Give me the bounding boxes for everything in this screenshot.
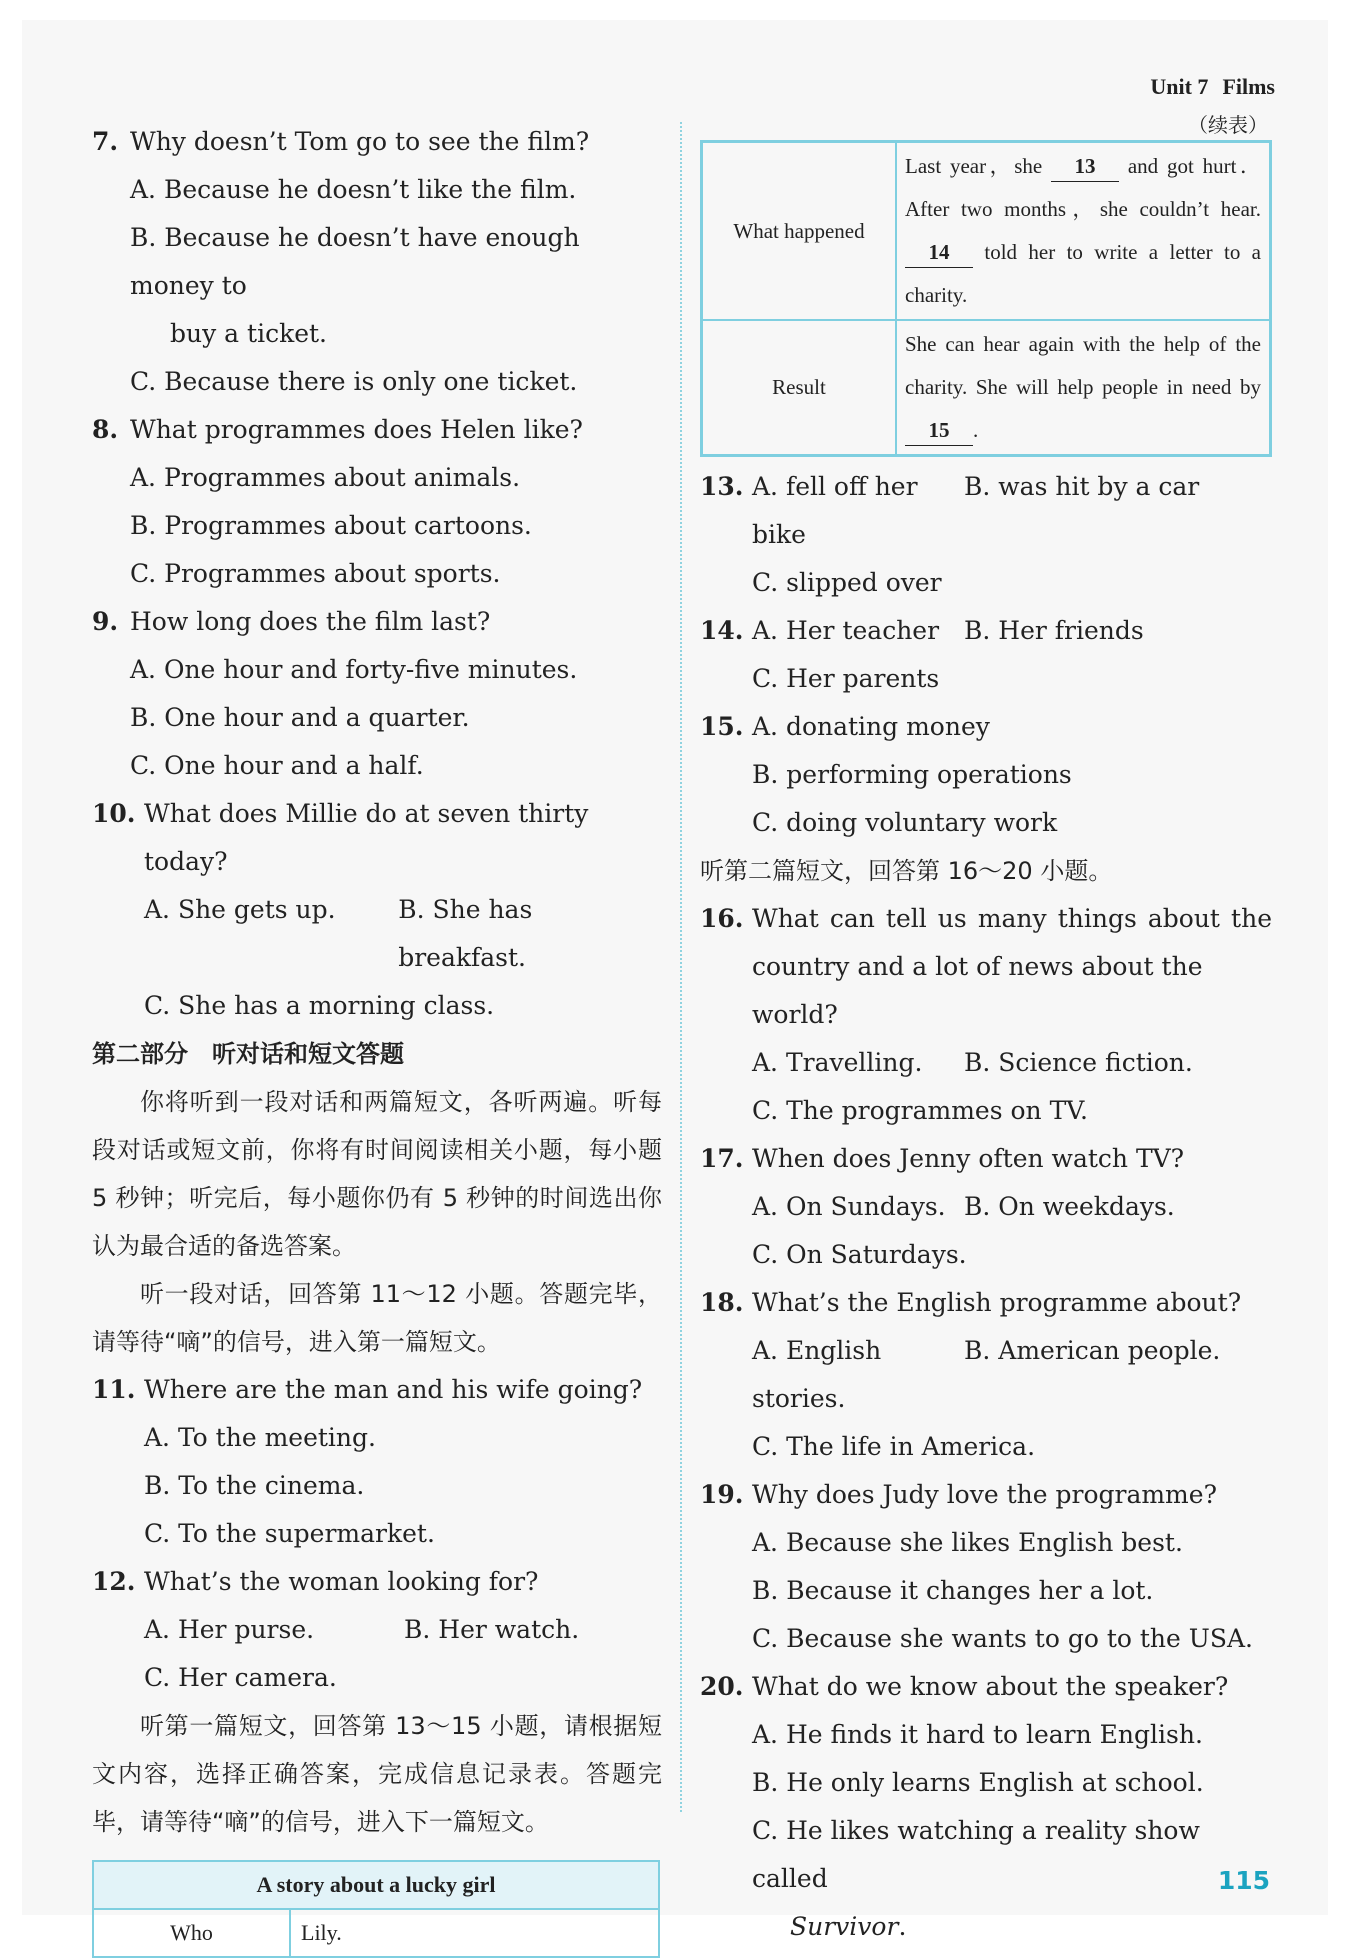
- option-c: C. slipped over: [752, 568, 942, 597]
- option-c: C. To the supermarket.: [144, 1519, 435, 1548]
- page-number: 115: [1217, 1866, 1270, 1895]
- options-ab: [92, 1606, 662, 1654]
- running-header: [1150, 74, 1275, 100]
- option-c: C. He likes watching a reality show called: [752, 1816, 1200, 1893]
- result-label: Result: [702, 320, 897, 456]
- option-b: B. He only learns English at school.: [752, 1768, 1204, 1797]
- blank-15[interactable]: 15: [905, 415, 973, 446]
- option-a: A. Travelling.: [752, 1048, 923, 1077]
- options-ab: [700, 1327, 1272, 1423]
- question-17: 17. When does Jenny often watch TV?: [700, 1144, 1185, 1173]
- info-table-continued: [700, 140, 1272, 457]
- question-text-cont: country and a lot of news about the world?: [752, 952, 1203, 1029]
- options-ab: [700, 1039, 1272, 1087]
- option-c-cont: Survivor.: [790, 1912, 907, 1941]
- show-title: Survivor: [790, 1912, 899, 1941]
- what-happened-value: Last year，she 13 and got hurt．After two months，she couldn’t hear. 14 told her to write a letter to a charity.: [896, 142, 1271, 321]
- option-a: A. To the meeting.: [144, 1423, 376, 1452]
- option-b: B. Because it changes her a lot.: [752, 1576, 1154, 1605]
- option-a: A. Programmes about animals.: [130, 463, 521, 492]
- question-text: Why doesn’t Tom go to see the film?: [130, 127, 590, 156]
- who-label: Who: [93, 1909, 290, 1957]
- question-12: 12. What’s the woman looking for?: [92, 1567, 539, 1596]
- question-text: How long does the film last?: [130, 607, 491, 636]
- question-text: What’s the woman looking for?: [144, 1567, 539, 1596]
- option-a: A. One hour and forty-five minutes.: [130, 655, 578, 684]
- question-11: 11. Where are the man and his wife going?: [92, 1375, 643, 1404]
- option-c: C. On Saturdays.: [752, 1240, 967, 1269]
- question-text: What’s the English programme about?: [752, 1288, 1242, 1317]
- option-c: C. Because she wants to go to the USA.: [752, 1624, 1253, 1653]
- blank-14[interactable]: 14: [905, 237, 973, 268]
- option-a: A. Her purse.: [144, 1615, 315, 1644]
- option-c: C. The programmes on TV.: [752, 1096, 1088, 1125]
- info-table: [92, 1860, 660, 1958]
- option-a: A. Because she likes English best.: [752, 1528, 1183, 1557]
- who-value: Lily.: [290, 1909, 659, 1957]
- question-text: When does Jenny often watch TV?: [752, 1144, 1185, 1173]
- options-ab: [92, 886, 662, 982]
- question-text: What programmes does Helen like?: [130, 415, 583, 444]
- question-13: 13. A. fell off her bike B. was hit by a car: [700, 463, 1272, 559]
- option-c: C. She has a morning class.: [144, 991, 495, 1020]
- option-c: C. The life in America.: [752, 1432, 1036, 1461]
- option-c: C. Because there is only one ticket.: [130, 367, 578, 396]
- question-text: Where are the man and his wife going?: [144, 1375, 643, 1404]
- question-16: 16. What can tell us many things about the: [700, 904, 1272, 933]
- option-a: A. Her teacher: [752, 616, 940, 645]
- section-title: 第二部分 听对话和短文答题: [92, 1040, 404, 1068]
- right-column: [700, 113, 1272, 1951]
- continued-note: （续表）: [1188, 113, 1268, 137]
- option-b: B. Because he doesn’t have enough money to: [130, 223, 580, 300]
- option-a: A. He finds it hard to learn English.: [752, 1720, 1203, 1749]
- passage1-instruction: 听第一篇短文，回答第 13～15 小题，请根据短文内容，选择正确答案，完成信息记录表。答题完毕，请等待“嘀”的信号，进入下一篇短文。: [92, 1712, 662, 1836]
- option-a: A. donating money: [752, 712, 990, 741]
- option-c: C. Programmes about sports.: [130, 559, 501, 588]
- question-18: 18. What’s the English programme about?: [700, 1288, 1242, 1317]
- option-a: A. Because he doesn’t like the film.: [130, 175, 577, 204]
- option-c: C. doing voluntary work: [752, 808, 1058, 837]
- options-ab: [700, 1183, 1272, 1231]
- question-19: 19. Why does Judy love the programme?: [700, 1480, 1217, 1509]
- option-b: B. Her watch.: [404, 1615, 580, 1644]
- question-10: 10. What does Millie do at seven thirty today?: [92, 799, 589, 876]
- option-b: B. Her friends: [964, 616, 1144, 645]
- option-a: A. English stories.: [752, 1336, 882, 1413]
- question-text: What can tell us many things about the: [752, 904, 1272, 933]
- option-b: B. performing operations: [752, 760, 1072, 789]
- question-20: 20. What do we know about the speaker?: [700, 1672, 1229, 1701]
- question-text: Why does Judy love the programme?: [752, 1480, 1217, 1509]
- option-b: B. Science fiction.: [964, 1048, 1193, 1077]
- what-happened-label: What happened: [702, 142, 897, 321]
- option-b: B. was hit by a car: [964, 472, 1200, 501]
- blank-13[interactable]: 13: [1051, 151, 1119, 182]
- unit-title: Films: [1222, 74, 1275, 99]
- option-a: A. fell off her bike: [752, 472, 918, 549]
- option-b: B. One hour and a quarter.: [130, 703, 470, 732]
- question-text: What do we know about the speaker?: [752, 1672, 1229, 1701]
- question-9: 9. How long does the film last?: [92, 607, 491, 636]
- passage2-instruction: 听第二篇短文，回答第 16～20 小题。: [700, 857, 1113, 885]
- option-a: A. On Sundays.: [752, 1192, 946, 1221]
- left-column: [92, 118, 662, 1958]
- option-b: B. Programmes about cartoons.: [130, 511, 532, 540]
- table-title: A story about a lucky girl: [93, 1861, 659, 1909]
- result-value: She can hear again with the help of the charity. She will help people in need by 15 .: [896, 320, 1271, 456]
- option-c: C. One hour and a half.: [130, 751, 424, 780]
- option-b: B. She has breakfast.: [398, 895, 533, 972]
- column-divider: [680, 122, 682, 1812]
- question-8: 8. What programmes does Helen like?: [92, 415, 583, 444]
- option-c: C. Her parents: [752, 664, 940, 693]
- option-b-cont: buy a ticket.: [170, 319, 328, 348]
- option-b: B. American people.: [964, 1336, 1221, 1365]
- section-intro: 你将听到一段对话和两篇短文，各听两遍。听每段对话或短文前，你将有时间阅读相关小题，每小题 5 秒钟；听完后，每小题你仍有 5 秒钟的时间选出你认为最合适的备选答案。: [92, 1088, 662, 1260]
- option-a: A. She gets up.: [144, 895, 336, 924]
- question-14: 14. A. Her teacher B. Her friends: [700, 607, 1272, 655]
- option-b: B. To the cinema.: [144, 1471, 365, 1500]
- question-15: 15. A. donating money: [700, 712, 990, 741]
- option-c: C. Her camera.: [144, 1663, 337, 1692]
- question-7: 7. Why doesn’t Tom go to see the film?: [92, 127, 590, 156]
- dialog-instruction: 听一段对话，回答第 11～12 小题。答题完毕，请等待“嘀”的信号，进入第一篇短文。: [92, 1280, 662, 1356]
- unit-label: Unit 7: [1150, 74, 1209, 99]
- question-text: What does Millie do at seven thirty today?: [144, 799, 589, 876]
- option-b: B. On weekdays.: [964, 1192, 1175, 1221]
